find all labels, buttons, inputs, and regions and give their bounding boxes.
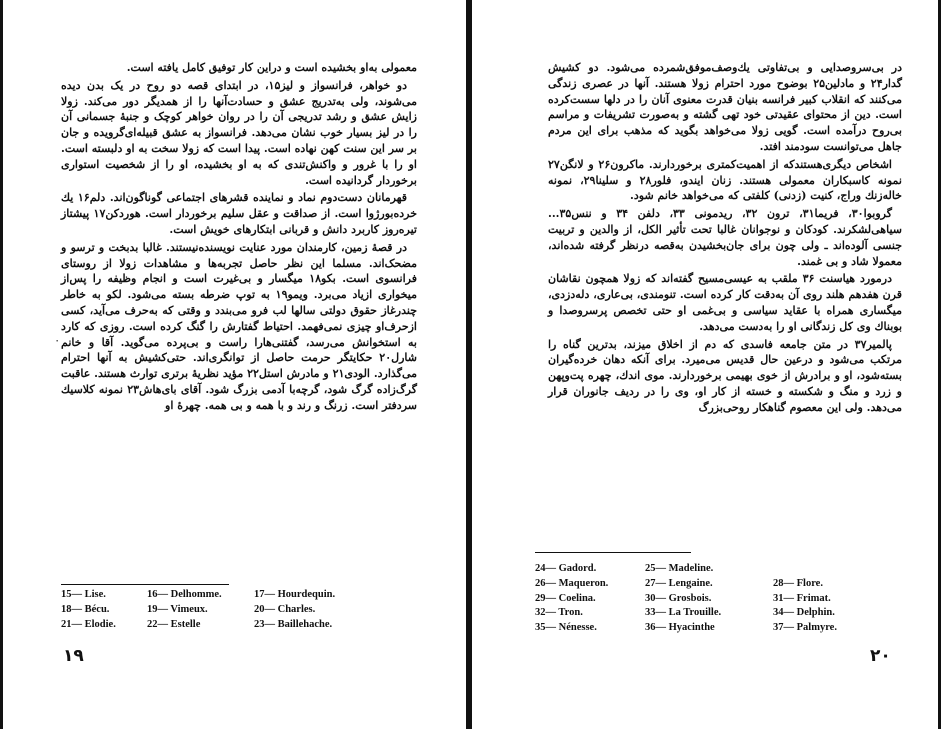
footnote-row xyxy=(535,592,880,607)
left-page xyxy=(3,0,466,729)
paragraph: اشخاص دیگری‌هستندکه از اهمیت‌کمتری برخوردارند. ماکرون۲۶ و لانگن۲۷ نمونه کاسبکاران معمولی هستند. زنان ایندو، فلور۲۸ و سلینا۲۹، نمونه خاله‌زنك وراج، کنیت (زدنی) کلفتی که می‌خواهد خانم شود. xyxy=(548,157,902,203)
footnote: 31— Frimat. xyxy=(773,592,831,604)
paragraph: گروبوا۳۰، فریما۳۱، ترون ۳۲، ریدمونی ۳۳، دلفن ۳۴ و ننس۳۵... سیاهی‌لشکرند. کودکان و نوجوانان غالبا تحت تأثیر الکل، از والدین و تربیت جنسی آلوده‌اند ـ ولی چون برای جان‌بخشیدن به‌قصه درنظر گرفته شده‌اند، معمولا شاد و بی غمند. xyxy=(548,207,902,268)
footnote: 30— Grosbois. xyxy=(645,592,712,604)
footnote-row xyxy=(535,606,880,621)
footnote: 28— Flore. xyxy=(773,577,823,589)
footnote-rule xyxy=(535,552,691,553)
footnote-row xyxy=(61,618,391,633)
footnote: 20— Charles. xyxy=(254,603,316,615)
paragraph: در قصهٔ زمین، کارمندان مورد عنایت نویسنده‌نیستند. غالبا بدبخت و ترسو و مضحک‌اند. مسلما این نظر حاصل تجربه‌ها و مشاهدات زولا از روستای فرانسوی است. بکو۱۸ میگسار و بی‌غیرت است و انجام وظیفه را پس‌از میخواری ازیاد می‌برد. ویمو۱۹ به توپ ضرطه بسته می‌شود. لکو به خاطر چندرغاز حقوق دولتی سالها لب فرو می‌بندد و وقتی که به‌حرف می‌آید، کسی ازحرف‌او چیزی نمی‌فهمد. احتیاط گفتارش را گنگ کرده است. روزی که کارد به استخوانش می‌رسد، گفتنی‌ها‌را راست و بی‌پرده می‌گوید. آقا و خانم شارل۲۰ حکایتگر حرمت حاصل از توانگری‌اند. حتی‌کشیش به آنها احترام می‌گذارد. الودی۲۱ و مادرش استل۲۲ مؤید نظریهٔ برتری توارث هستند. عاقبت گرگ‌زاده گرگ شود، گرچه‌با آدمی بزرگ شود. آقای بای‌هاش۲۳ نمونه کلاسیك سردفتر است. زرنگ و رند و با همه و بی همه. چهره‌ٔ او xyxy=(61,240,417,412)
paragraph: قهرمانان دست‌دوم نماد و نماینده قشرهای اجتماعی گوناگون‌اند. دلم۱۶ یك خرده‌بورژوا است. از صداقت و عقل سلیم برخوردار است. هوردکن۱۷ پیشتاز تیره‌روز کاربرد دانش و قربانی ابتکارهای خویش است. xyxy=(61,191,418,236)
footnote: 29— Coelina. xyxy=(535,592,596,604)
footnote: 35— Nénesse. xyxy=(535,622,597,634)
footnote: 19— Vimeux. xyxy=(147,603,208,615)
footnote-row xyxy=(61,588,391,603)
left-page-body xyxy=(61,60,417,416)
right-page-body xyxy=(548,60,902,418)
right-footnotes xyxy=(535,562,880,636)
footnote: 23— Baillehache. xyxy=(254,618,333,630)
footnote: 24— Gadord. xyxy=(535,563,597,574)
footnote: 37— Palmyre. xyxy=(773,622,837,634)
footnote-row xyxy=(535,621,880,636)
footnote-rule xyxy=(61,584,229,585)
paragraph: پالمیر۳۷ در متن جامعه فاسدی که دم از اخلاق میزند، بدترین گناه را مرتکب می‌شود و درعین حال قدیس می‌میرد. برای آنکه دهان خرده‌گیران بسته‌شود، او و برادرش از خوی بهیمی برخوردارند. موی اندك، چهره پت‌وپهن و زرد و منگ و شکسته و خسته از کار او، وی را در ردیف جانوران قرار می‌دهد. ولی این معصوم گناهکار روحی‌بزرگ xyxy=(548,337,902,414)
paragraph: درمورد هیاسنت ۳۶ ملقب به عیسی‌مسیح گفته‌اند که زولا همچون نقاشان قرن هفدهم هلند روی آن به‌دقت کار کرده است. تنومندی، بی‌عاری، دله‌دزدی، میگساری همراه با عقاید سیاسی و بی‌غمی او حتی تخصص پرسروصدا و بوبناك وی کل زندگانی او را به‌دست می‌دهد. xyxy=(548,272,902,333)
left-footnotes xyxy=(61,588,391,632)
footnote xyxy=(773,562,873,577)
footnote: 22— Estelle xyxy=(147,618,201,630)
footnote: 17— Hourdequin. xyxy=(254,589,336,600)
margin-note-mark: ۰ xyxy=(55,335,60,345)
footnote-row xyxy=(535,562,880,577)
paragraph: دو خواهر، فرانسواز و لیز۱۵، در ابتدای قصه دو روح در یک بدن دیده می‌شوند، ولی به‌تدریج عشق و حسادت‌آنها را از همدیگر دور می‌کند. زولا زایش عشق و رشد تدریجی آن را در روان خواهر کوچک و جنبهٔ جسمانی آن را در لیز بسیار خوب نشان می‌دهد. فرانسواز به عشق قبیله‌ای‌گرویده و جان بر سر این سنت کهن نهاده است. پیدا است که زولا سخت به او دلبسته است. او را با غرور و واکنش‌تندی که به او بخشیده، او را از شخصیت استواری برخوردار گردانیده است. xyxy=(61,78,417,187)
footnote: 33— La Trouille. xyxy=(645,607,722,619)
footnote: 18— Bécu. xyxy=(61,603,110,615)
footnote: 32— Tron. xyxy=(535,607,583,619)
paragraph: معمولی به‌او بخشیده است و دراین کار توفیق کامل یافته است. xyxy=(126,61,417,74)
footnote: 21— Elodie. xyxy=(61,618,116,630)
paragraph: در بی‌سروصدایی و بی‌تفاوتی یك‌وصف‌موفق‌شمرده می‌شود. دو کشیش گدار۲۴ و مادلین۲۵ بوضوح مورد احترام زولا هستند. آنها در عصری زندگی می‌کنند که انقلاب کبیر فرانسه بنیان قدرت معنوی آنان را در دلها سست‌کرده است. دین از محتوای عقیدتی خود تهی گشته و به‌صورت تشریفات و مراسم بی‌روح درآمده است. گویی زولا می‌خواهد بگوید که مذهب برای این مردم جاهل می‌توانست سودمند افتد. xyxy=(548,61,902,153)
footnote-row xyxy=(61,603,391,618)
right-page xyxy=(472,0,938,729)
page-number: ۱۹ xyxy=(63,646,84,666)
footnote: 15— Lise. xyxy=(61,589,106,600)
footnote: 26— Maqueron. xyxy=(535,577,609,589)
footnote: 25— Madeline. xyxy=(645,563,714,574)
footnote: 36— Hyacinthe xyxy=(645,622,715,634)
footnote: 27— Lengaine. xyxy=(645,577,713,589)
footnote-row xyxy=(535,577,880,592)
page-number: ۲۰ xyxy=(870,646,891,666)
footnote: 16— Delhomme. xyxy=(147,589,222,600)
footnote: 34— Delphin. xyxy=(773,607,835,619)
